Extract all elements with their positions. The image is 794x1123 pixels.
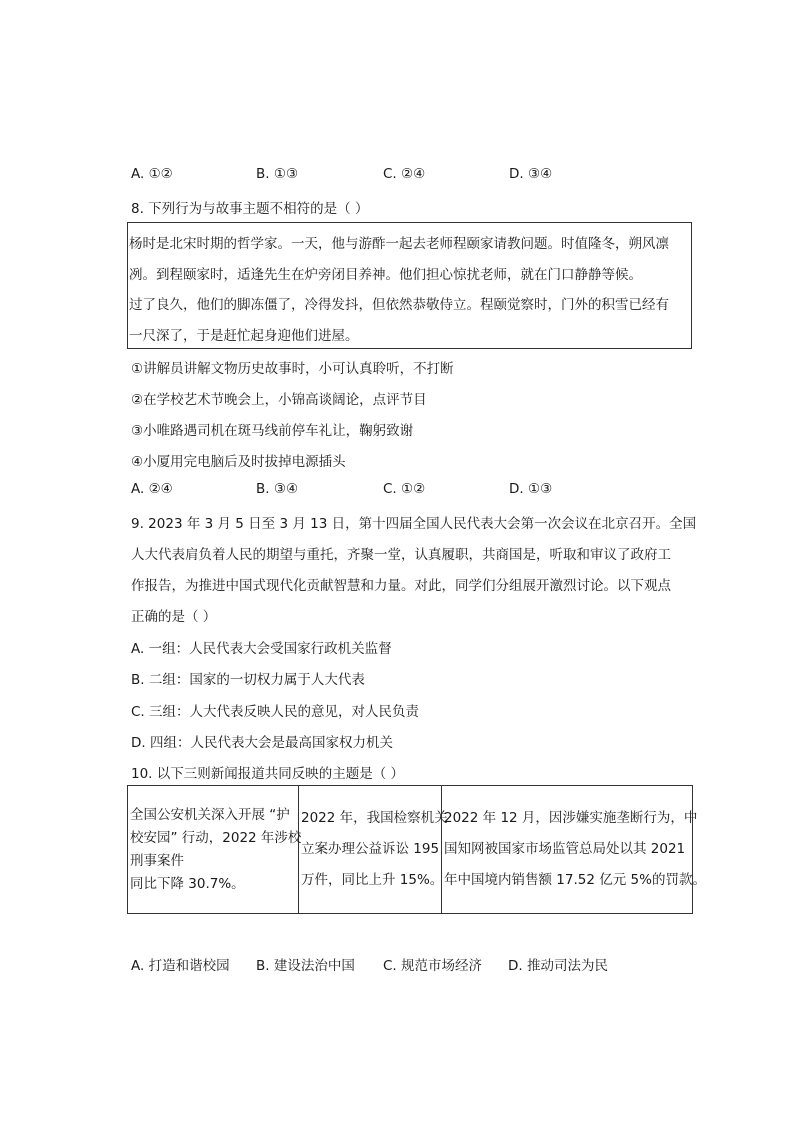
q9-stem-line: 人大代表肩负着人民的期望与重托，齐聚一堂，认真履职，共商国是，听取和审议了政府工 [131,547,671,563]
q10-stem: 10. 以下三则新闻报道共同反映的主题是（ ） [131,766,405,782]
q10-option-a[interactable]: A. 打造和谐校园 [131,958,230,974]
q8-story-line: 一尺深了，于是赶忙起身迎他们进屋。 [129,328,359,344]
q8-item-4: ④小厦用完电脑后及时拔掉电源插头 [131,454,346,470]
q7-option-a[interactable]: A. ①② [131,166,173,182]
q9-stem-line: 正确的是（ ） [131,609,217,625]
news-cell-3 [442,786,706,914]
q7-options [131,166,731,188]
q8-option-c[interactable]: C. ①② [383,481,426,497]
q7-option-d[interactable]: D. ③④ [509,166,553,182]
q8-option-b[interactable]: B. ③④ [256,481,299,497]
news-2-line: 立案办理公益诉讼 195 [301,841,440,857]
q9-stem-line: 作报告，为推进中国式现代化贡献智慧和力量。对此，同学们分组展开激烈讨论。以下观点 [131,578,671,594]
q9-option-d[interactable]: D. 四组：人民代表大会是最高国家权力机关 [131,735,393,751]
news-1-line: 同比下降 30.7%。 [130,875,245,892]
news-2-line: 2022 年，我国检察机关 [301,810,448,826]
q8-item-2: ②在学校艺术节晚会上，小锦高谈阔论，点评节目 [131,392,427,408]
q8-story-line: 冽。到程颐家时，适逢先生在炉旁闭目养神。他们担心惊扰老师，就在门口静静等候。 [129,267,642,283]
q8-option-a[interactable]: A. ②④ [131,481,173,497]
q10-option-b[interactable]: B. 建设法治中国 [256,958,355,974]
news-3-line: 2022 年 12 月，因涉嫌实施垄断行为，中 [444,810,698,826]
q9-option-b[interactable]: B. 二组：国家的一切权力属于人大代表 [131,672,365,688]
q10-news-table [127,785,706,914]
news-1-line: 全国公安机关深入开展 “护 [130,806,290,823]
news-2-line: 万件，同比上升 15%。 [301,872,444,888]
q10-option-c[interactable]: C. 规范市场经济 [383,958,483,974]
q8-item-3: ③小唯路遇司机在斑马线前停车礼让，鞠躬致谢 [131,423,414,439]
news-3-line: 国知网被国家市场监管总局处以其 2021 [444,841,686,857]
q7-option-b[interactable]: B. ①③ [256,166,299,182]
q10-option-d[interactable]: D. 推动司法为民 [508,958,608,974]
q9-option-a[interactable]: A. 一组：人民代表大会受国家行政机关监督 [131,641,392,657]
news-cell-2 [299,786,448,914]
news-1-line: 刑事案件 [130,852,184,869]
q8-item-1: ①讲解员讲解文物历史故事时，小可认真聆听，不打断 [131,361,454,377]
q9-option-c[interactable]: C. 三组：人大代表反映人民的意见，对人民负责 [131,704,420,720]
q8-options [131,481,731,503]
news-1-line: 校安园” 行动，2022 年涉校 [130,829,302,846]
news-3-line: 年中国境内销售额 17.52 亿元 5%的罚款。 [444,872,706,888]
q8-stem: 8. 下列行为与故事主题不相符的是（ ） [131,201,369,217]
q8-story-line: 杨时是北宋时期的哲学家。一天，他与游酢一起去老师程颐家请教问题。时值隆冬，朔风凛 [129,236,669,252]
q7-option-c[interactable]: C. ②④ [383,166,426,182]
q8-story-line: 过了良久，他们的脚冻僵了，冷得发抖，但依然恭敬侍立。程颐觉察时，门外的积雪已经有 [129,297,669,313]
q8-story-box [127,222,692,349]
q9-stem-line: 9. 2023 年 3 月 5 日至 3 月 13 日，第十四届全国人民代表大会第一次会议在北京召开。全国 [131,516,697,532]
q8-option-d[interactable]: D. ①③ [509,481,553,497]
news-cell-1 [128,786,302,914]
